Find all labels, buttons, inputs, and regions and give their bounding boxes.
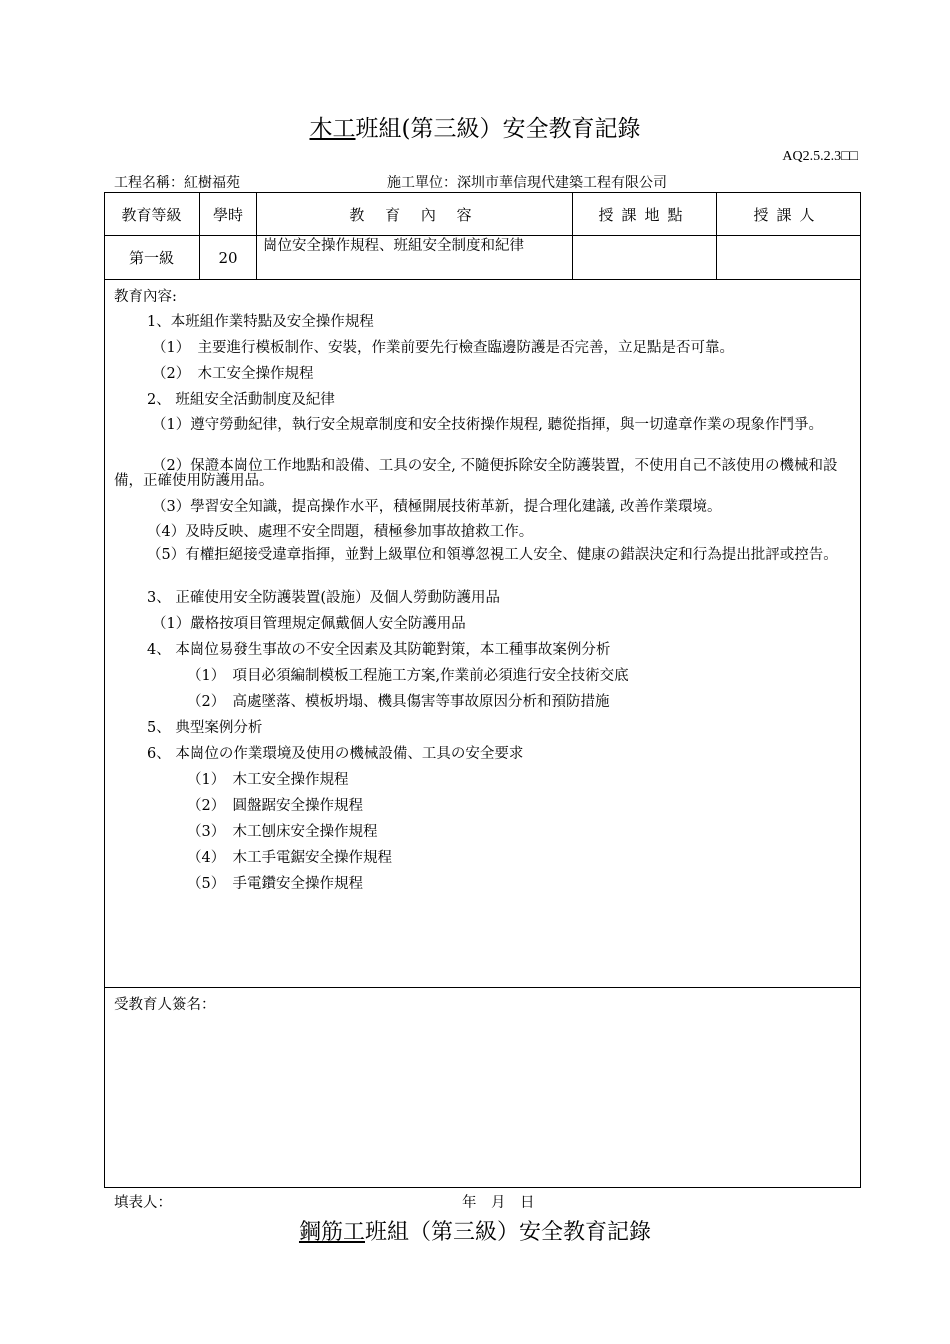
construction-unit: 施工單位：深圳市華信現代建築工程有限公司	[387, 175, 667, 191]
project-name: 工程名稱：紅樹福苑	[114, 175, 240, 191]
content-heading: 教育內容:	[114, 289, 177, 305]
header-place: 授課地點	[598, 205, 691, 224]
content-line: （2） 圓盤踞安全操作規程	[187, 798, 363, 814]
content-line: （1） 項目必須編制模板工程施工方案,作業前必須進行安全技術交底	[187, 668, 629, 684]
row-content: 崗位安全操作規程、班組安全制度和紀律	[263, 238, 524, 254]
row-place	[573, 236, 716, 279]
next-title-trade: 鋼筋工	[298, 1220, 365, 1245]
content-line: （4） 木工手電鋸安全操作規程	[187, 850, 392, 866]
content-line: （1） 主要進行模板制作、安裝，作業前要先行檢查臨邊防護是否完善，立足點是否可靠。	[152, 340, 734, 356]
document-code: AQ2.5.2.3□□	[782, 149, 858, 164]
content-line: 1、本班組作業特點及安全操作規程	[147, 314, 374, 330]
row-hours: 20	[218, 248, 238, 267]
row-teacher	[717, 236, 859, 279]
content-line: 5、 典型案例分析	[147, 720, 263, 736]
header-hours: 學時	[212, 205, 243, 224]
next-document-title	[0, 1215, 950, 1246]
content-line: （2） 高處墜落、模板坍塌、機具傷害等事故原因分析和預防措施	[187, 694, 610, 710]
signature-label: 受教育人簽名：	[114, 997, 216, 1013]
content-line: 3、 正確使用安全防護裝置(設施）及個人勞動防護用品	[147, 590, 500, 606]
date-label: 年 月 日	[462, 1195, 535, 1211]
content-line: 2、 班組安全活動制度及紀律	[147, 392, 335, 408]
header-content: 教 育 內 容	[349, 205, 480, 224]
divider	[104, 987, 860, 988]
content-line: 6、 本崗位の作業環境及使用の機械設備、工具の安全要求	[147, 746, 524, 762]
content-line: （2） 木工安全操作規程	[152, 366, 314, 382]
content-line: （5）有權拒絕接受違章指揮，並對上級單位和領導忽視工人安全、健康の錯誤決定和行為提出批評或控告。	[147, 547, 838, 563]
content-line: （1）遵守勞動紀律，執行安全規章制度和安全技術操作規程, 聽從指揮，與一切違章作業の現象作鬥爭。	[152, 417, 823, 433]
content-line: （2）保證本崗位工作地點和設備、工具の安全, 不隨便拆除安全防護裝置，不使用自己不該使用の機械和設備，正確使用防護用品。	[114, 458, 838, 489]
content-line: （4）及時反映、處理不安全問題，積極參加事故搶救工作。	[147, 524, 534, 540]
content-line: （1） 木工安全操作規程	[187, 772, 349, 788]
next-title-rest: 班組（第三級）安全教育記錄	[365, 1220, 652, 1245]
header-level: 教育等級	[121, 205, 182, 224]
filler-label: 填表人：	[114, 1195, 172, 1211]
document-title	[0, 110, 950, 143]
divider	[104, 279, 860, 280]
content-line: （1）嚴格按項目管理規定佩戴個人安全防護用品	[152, 616, 466, 632]
row-level: 第一級	[128, 249, 174, 267]
content-line: （3）學習安全知識，提高操作水平，積極開展技術革新，提合理化建議, 改善作業環境。	[152, 499, 722, 515]
content-line: （3） 木工刨床安全操作規程	[187, 824, 378, 840]
content-line: 4、 本崗位易發生事故の不安全因素及其防範對策，本工種事故案例分析	[147, 642, 611, 658]
header-teacher: 授課人	[753, 205, 823, 224]
content-line: （5） 手電鑽安全操作規程	[187, 876, 363, 892]
title-rest: 班組(第三級）安全教育記錄	[355, 116, 641, 142]
title-trade: 木工	[309, 116, 356, 142]
